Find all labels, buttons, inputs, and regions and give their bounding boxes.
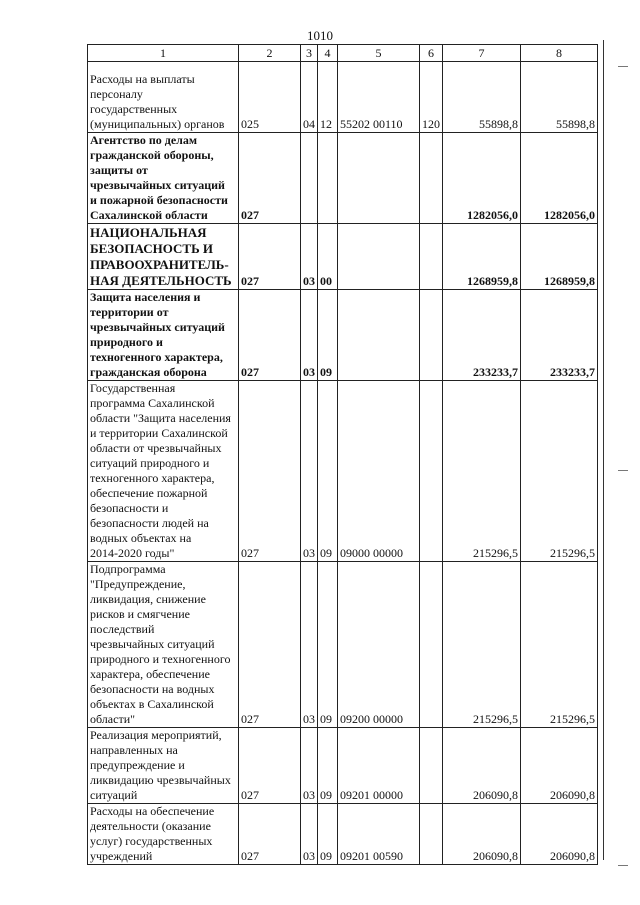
- row-name-cell: Подпрограмма "Предупреждение, ликвидация, снижение рисков и смягчение последствий чрезвычайных ситуаций природного и техногенного характера, обеспечение безопасности на водных объектах в Сахалинской области": [88, 562, 239, 728]
- page-number: 1010: [307, 28, 333, 43]
- target-article-cell: 09200 00000: [338, 562, 420, 728]
- amount-cell: 206090,8: [521, 804, 598, 865]
- expense-type-cell: [420, 804, 443, 865]
- target-article-cell: [338, 133, 420, 224]
- budget-table: [87, 44, 598, 865]
- table-row: [88, 804, 598, 865]
- subsection-cell: 09: [318, 562, 338, 728]
- table-row: [88, 62, 598, 133]
- col-header: 7: [443, 45, 521, 62]
- subsection-cell: [318, 133, 338, 224]
- row-name-cell: НАЦИОНАЛЬНАЯ БЕЗОПАСНОСТЬ И ПРАВООХРАНИТЕЛЬ- НАЯ ДЕЯТЕЛЬНОСТЬ: [88, 224, 239, 290]
- admin-code-cell: 025: [239, 62, 301, 133]
- admin-code-cell: 027: [239, 728, 301, 804]
- amount-cell: 233233,7: [443, 290, 521, 381]
- admin-code-cell: 027: [239, 562, 301, 728]
- expense-type-cell: [420, 290, 443, 381]
- col-header: 8: [521, 45, 598, 62]
- admin-code-cell: 027: [239, 290, 301, 381]
- expense-type-cell: [420, 381, 443, 562]
- column-number-row: [88, 45, 598, 62]
- col-header: 1: [88, 45, 239, 62]
- amount-cell: 1282056,0: [443, 133, 521, 224]
- section-cell: 03: [301, 290, 318, 381]
- amount-cell: 215296,5: [443, 562, 521, 728]
- expense-type-cell: [420, 728, 443, 804]
- margin-mark: [618, 470, 628, 471]
- subsection-cell: 12: [318, 62, 338, 133]
- expense-type-cell: 120: [420, 62, 443, 133]
- table-row: [88, 728, 598, 804]
- table-row: [88, 381, 598, 562]
- margin-mark: [618, 865, 628, 866]
- admin-code-cell: 027: [239, 804, 301, 865]
- row-name-cell: Агентство по делам гражданской обороны, защиты от чрезвычайных ситуаций и пожарной безопасности Сахалинской области: [88, 133, 239, 224]
- amount-cell: 215296,5: [521, 562, 598, 728]
- table-body: [88, 62, 598, 865]
- section-cell: [301, 133, 318, 224]
- amount-cell: 206090,8: [521, 728, 598, 804]
- admin-code-cell: 027: [239, 133, 301, 224]
- subsection-cell: 00: [318, 224, 338, 290]
- admin-code-cell: 027: [239, 224, 301, 290]
- expense-type-cell: [420, 562, 443, 728]
- col-header: 3: [301, 45, 318, 62]
- target-article-cell: [338, 290, 420, 381]
- expense-type-cell: [420, 133, 443, 224]
- table-row: [88, 133, 598, 224]
- subsection-cell: 09: [318, 381, 338, 562]
- amount-cell: 1268959,8: [521, 224, 598, 290]
- subsection-cell: 09: [318, 804, 338, 865]
- section-cell: 03: [301, 224, 318, 290]
- section-cell: 03: [301, 804, 318, 865]
- page-edge-rule: [603, 40, 604, 860]
- row-name-cell: Защита населения и территории от чрезвычайных ситуаций природного и техногенного характера, гражданская оборона: [88, 290, 239, 381]
- target-article-cell: 55202 00110: [338, 62, 420, 133]
- table-row: [88, 290, 598, 381]
- subsection-cell: 09: [318, 290, 338, 381]
- row-name-cell: Расходы на выплаты персоналу государственных (муниципальных) органов: [88, 62, 239, 133]
- amount-cell: 55898,8: [443, 62, 521, 133]
- row-name-cell: Государственная программа Сахалинской области "Защита населения и территории Сахалинской области от чрезвычайных ситуаций природного и техногенного характера, обеспечение пожарной безопасности и безопасности людей на водных объектах на 2014-2020 годы": [88, 381, 239, 562]
- table-row: [88, 562, 598, 728]
- col-header: 2: [239, 45, 301, 62]
- margin-mark: [618, 66, 628, 67]
- amount-cell: 1282056,0: [521, 133, 598, 224]
- amount-cell: 206090,8: [443, 804, 521, 865]
- amount-cell: 215296,5: [443, 381, 521, 562]
- table-row: [88, 224, 598, 290]
- row-name-cell: Расходы на обеспечение деятельности (оказание услуг) государственных учреждений: [88, 804, 239, 865]
- row-name-cell: Реализация мероприятий, направленных на предупреждение и ликвидацию чрезвычайных ситуаций: [88, 728, 239, 804]
- col-header: 5: [338, 45, 420, 62]
- section-cell: 03: [301, 728, 318, 804]
- amount-cell: 233233,7: [521, 290, 598, 381]
- amount-cell: 55898,8: [521, 62, 598, 133]
- col-header: 6: [420, 45, 443, 62]
- target-article-cell: 09201 00590: [338, 804, 420, 865]
- amount-cell: 206090,8: [443, 728, 521, 804]
- amount-cell: 1268959,8: [443, 224, 521, 290]
- section-cell: 03: [301, 381, 318, 562]
- target-article-cell: 09201 00000: [338, 728, 420, 804]
- section-cell: 03: [301, 562, 318, 728]
- target-article-cell: 09000 00000: [338, 381, 420, 562]
- admin-code-cell: 027: [239, 381, 301, 562]
- target-article-cell: [338, 224, 420, 290]
- col-header: 4: [318, 45, 338, 62]
- section-cell: 04: [301, 62, 318, 133]
- amount-cell: 215296,5: [521, 381, 598, 562]
- expense-type-cell: [420, 224, 443, 290]
- subsection-cell: 09: [318, 728, 338, 804]
